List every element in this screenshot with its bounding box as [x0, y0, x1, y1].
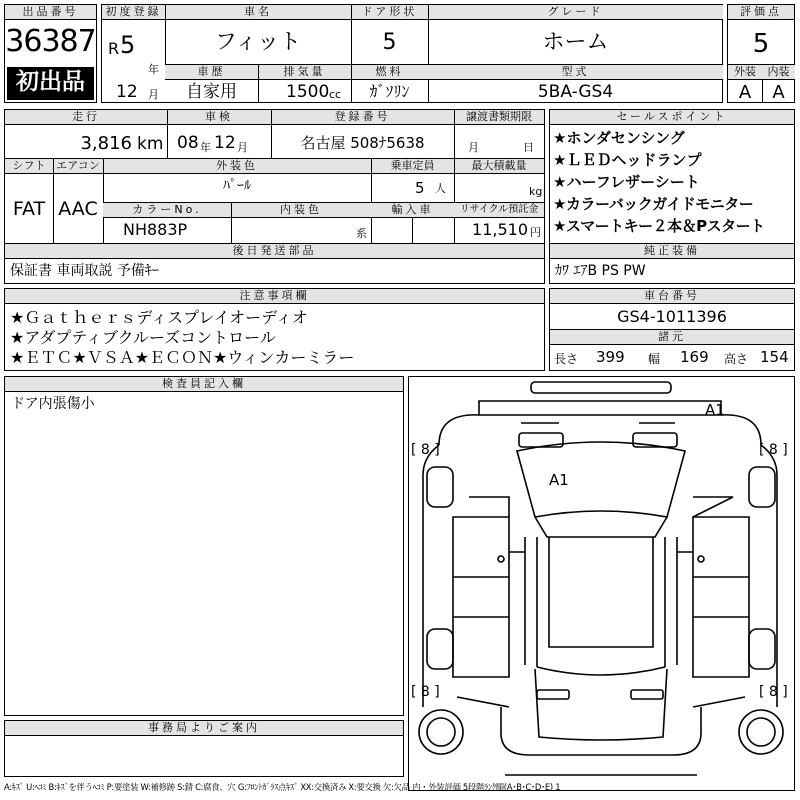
recycle-label: リサイクル預託金: [454, 203, 544, 218]
exterior-grade: A: [738, 82, 752, 103]
color-value: ﾊﾟｰﾙ: [223, 178, 251, 194]
reg-month-unit: 月: [148, 88, 159, 101]
length-value: 399: [596, 348, 625, 366]
fuel-label: 燃料: [351, 65, 428, 80]
exterior-label: 外装: [728, 65, 762, 80]
chassis-label: 車台番号: [550, 289, 794, 304]
mileage-unit: km: [137, 134, 164, 154]
tire-rear-right-depth: 8: [768, 684, 778, 700]
first-listing-label: 初出品: [16, 69, 85, 95]
tire-rear-left-depth: 8: [420, 684, 430, 700]
color-no-value: NH883P: [123, 220, 188, 239]
lot-box: [4, 4, 97, 103]
model-value: 5BA-GS4: [537, 82, 614, 102]
reg-year: 5: [120, 31, 136, 59]
inspection-month-unit: 月: [237, 141, 248, 154]
office-box: [4, 720, 404, 777]
interior-color-label: 内装色: [231, 203, 371, 218]
tire-front-left-depth: 8: [420, 442, 430, 458]
inspector-text: ドア内張傷小: [11, 396, 95, 412]
grade-label: グレード: [428, 5, 723, 20]
import-label: 輸入車: [371, 203, 454, 218]
legend-text: A:ｷｽﾞ U:ﾍｺﾐ B:ｷｽﾞを伴うﾍｺﾐ P:要塗装 W:補修跡 S:錆 C:腐食、穴 G:ﾌﾛﾝﾄｶﾞﾗｽ点ｷｽﾞ XX:交換済み X:要交換 欠:欠品 内・外装評価 5段階ﾗﾝｸ順(A･B･C･D･E) 1: [4, 782, 561, 792]
inspection-year-unit: 年: [200, 141, 211, 154]
recycle-unit: 円: [530, 226, 541, 239]
interior-color-unit: 系: [356, 227, 367, 240]
displacement-value: 1500: [286, 82, 330, 102]
length-label: 長さ: [554, 352, 579, 366]
note-line: ★アダプティブクルーズコントロール: [10, 328, 276, 347]
inspector-box: [4, 376, 404, 716]
later-items: 保証書 車両取説 予備ｷｰ: [10, 263, 159, 279]
era: R: [108, 39, 120, 58]
sales-point: ★ホンダセンシング: [553, 129, 685, 147]
width-value: 169: [680, 348, 709, 366]
sales-point: ★カラーバックガイドモニター: [553, 195, 754, 213]
equipment-value: ｶﾜ ｴｱB PS PW: [555, 263, 646, 279]
shift-value: FAT: [12, 198, 46, 220]
door-label: ドア形状: [351, 5, 428, 20]
sales-label: セールスポイント: [550, 110, 794, 125]
inspection-year: 08: [177, 133, 199, 153]
interior-label: 内装: [762, 65, 795, 80]
note-line: ★Ｇａｔｈｅｒｓディスプレイオーディオ: [10, 308, 308, 327]
score-box: [727, 4, 795, 103]
sales-point: ★スマートキー２本＆Pスタート: [553, 217, 765, 235]
fuel-value: ｶﾞｿﾘﾝ: [369, 82, 410, 101]
equipment-label: 純正装備: [550, 244, 794, 259]
damage-mark-door: A1: [549, 471, 569, 489]
capacity-label: 乗車定員: [371, 159, 454, 174]
tire-front-right: [ 8 ]: [759, 442, 788, 458]
chassis-box: [549, 288, 795, 371]
color-no-label: カラーNo.: [103, 203, 231, 218]
inspection-month: 12: [214, 133, 236, 153]
model-label: 型式: [428, 65, 723, 80]
sales-point: ★ＬＥＤヘッドランプ: [553, 151, 702, 169]
dims-label: 諸元: [550, 330, 794, 345]
recycle-value: 11,510: [472, 220, 528, 239]
ac-value: AAC: [58, 198, 98, 220]
tire-rear-right: [ 8 ]: [759, 684, 788, 700]
transfer-label: 譲渡書類期限: [454, 110, 544, 125]
chassis-value: GS4-1011396: [617, 307, 727, 326]
capacity-unit: 人: [435, 182, 446, 195]
notes-label: 注意事項欄: [5, 289, 544, 304]
lot-label: 出品番号: [5, 5, 96, 20]
score-value: 5: [752, 29, 770, 59]
name-label: 車名: [165, 5, 351, 20]
reg-year-unit: 年: [148, 63, 159, 76]
capacity-value: 5: [415, 179, 425, 197]
max-load-label: 最大積載量: [454, 159, 544, 174]
ac-label: エアコン: [53, 159, 103, 174]
door-count: 5: [382, 30, 397, 55]
color-label: 外装色: [103, 159, 371, 174]
transfer-day-unit: 日: [523, 141, 534, 154]
mileage-value: 3,816: [80, 133, 132, 154]
height-value: 154: [760, 348, 789, 366]
lot-number: 36387: [5, 24, 96, 59]
first-listing-badge: [7, 67, 94, 100]
history-label: 車歴: [165, 65, 258, 80]
notes-box: [4, 288, 545, 371]
spec-grid: [4, 109, 545, 284]
plate-label: 登録番号: [271, 110, 454, 125]
damage-mark-hood: A1: [705, 401, 725, 419]
inspection-label: 車検: [167, 110, 271, 125]
car-diagram-box: [408, 376, 795, 791]
tire-front-left: [ 8 ]: [411, 442, 440, 458]
sales-box: [549, 109, 795, 284]
tire-rear-left: [ 8 ]: [411, 684, 440, 700]
note-line: ★ＥＴＣ★ＶＳＡ★ＥＣＯＮ★ウィンカーミラー: [10, 348, 355, 367]
car-name: フィット: [214, 30, 302, 55]
reg-month: 12: [116, 82, 138, 102]
max-load-unit: kg: [529, 185, 543, 198]
inspector-label: 検査員記入欄: [5, 377, 403, 392]
tire-front-right-depth: 8: [768, 442, 778, 458]
displacement-label: 排気量: [258, 65, 351, 80]
header-main: [101, 4, 723, 103]
grade-value: ホーム: [542, 30, 609, 55]
history-value: 自家用: [186, 82, 237, 102]
sales-point: ★ハーフレザーシート: [553, 173, 700, 191]
score-label: 評価点: [728, 5, 794, 20]
interior-grade: A: [772, 82, 785, 103]
office-label: 事務局よりご案内: [5, 721, 403, 736]
reg-label: 初度登録: [102, 5, 165, 20]
shift-label: シフト: [5, 159, 53, 174]
plate-value: 名古屋 508ﾅ5638: [300, 134, 425, 152]
mileage-label: 走行: [5, 110, 167, 125]
later-label: 後日発送部品: [5, 244, 544, 259]
transfer-month-unit: 月: [468, 141, 479, 154]
car-diagram: [409, 377, 794, 790]
displacement-unit: cc: [329, 88, 342, 101]
height-label: 高さ: [724, 352, 749, 366]
width-label: 幅: [648, 352, 661, 366]
